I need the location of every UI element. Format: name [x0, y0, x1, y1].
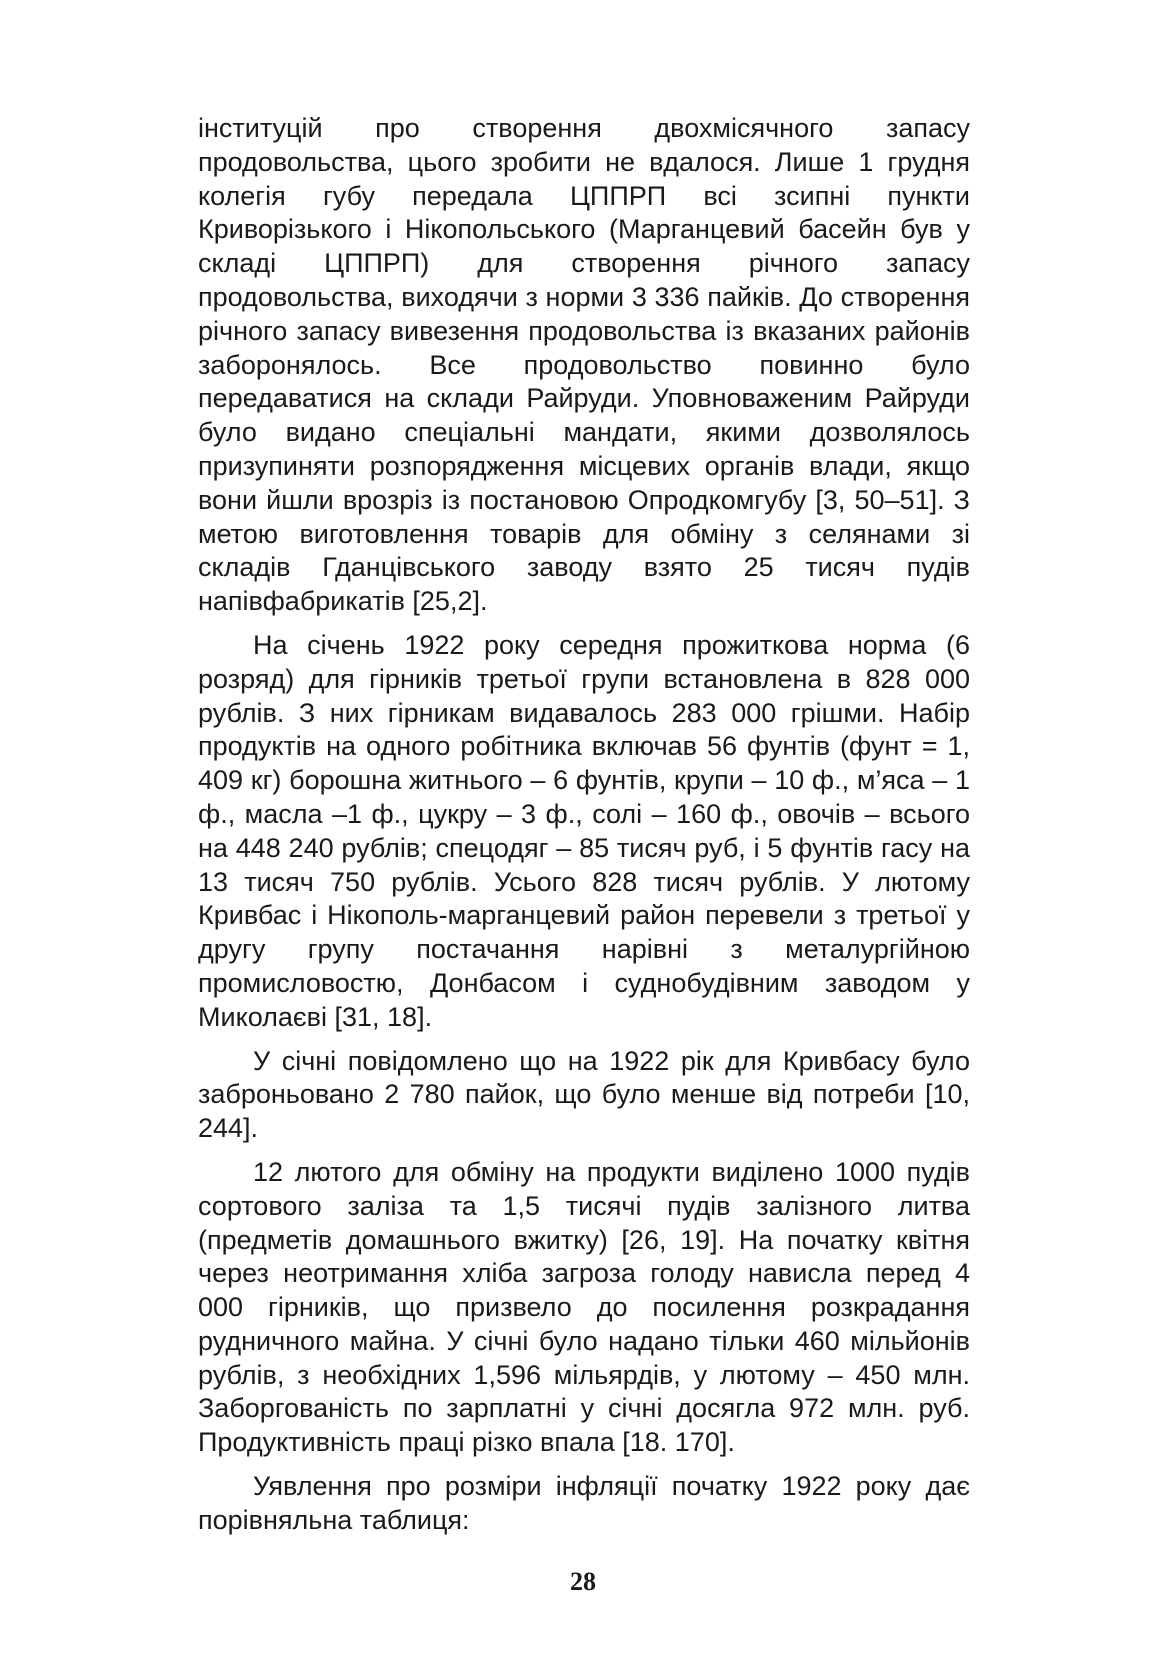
paragraph-5: Уявлення про розміри інфляції початку 1922 року дає порівняльна таблиця: [198, 1471, 970, 1535]
paragraph-1: інституцій про створення двохмісячного запасу продовольства, цього зробити не вдалося. Лише 1 грудня колегія губу передала ЦППРП всі зсипні пункти Криворізького і Нікопольського (Марганцевий басейн був у складі ЦППРП) для створення річного запасу продовольства, виходячи з норми 3 336 пайків. До створення річного запасу вивезення продовольства із вказаних районів заборонялось. Все продовольство повинно було передаватися на склади Райруди. Уповноваженим Райруди було видано спеціальні мандати, якими дозволялось призупиняти розпорядження місцевих органів влади, якщо вони йшли врозріз із постановою Опродкомгубу [3, 50–51]. З метою виготовлення товарів для обміну з селянами зі складів Гданцівського заводу взято 25 тисяч пудів напівфабрикатів [25,2]. [198, 113, 970, 617]
paragraph-3: У січні повідомлено що на 1922 рік для Кривбасу було заброньовано 2 780 пайок, що було менше від потреби [10, 244]. [198, 1045, 970, 1144]
paragraph-2: На січень 1922 року середня прожиткова норма (6 розряд) для гірників третьої групи встановлена в 828 000 рублів. З них гірникам видавалось 283 000 грішми. Набір продуктів на одного робітника включав 56 фунтів (фунт = 1, 409 кг) борошна житнього – 6 фунтів, крупи – 10 ф., м’яса – 1 ф., масла –1 ф., цукру – 3 ф., солі – 160 ф., овочів – всього на 448 240 рублів; спецодяг – 85 тисяч руб, і 5 фунтів гасу на 13 тисяч 750 рублів. Усього 828 тисяч рублів. У лютому Кривбас і Нікополь-марганцевий район перевели з третьої у другу групу постачання нарівні з металургійною промисловостю, Донбасом і суднобудівним заводом у Миколаєві [31, 18]. [198, 629, 970, 1032]
page-number: 28 [570, 1567, 596, 1596]
body-text [198, 112, 970, 1548]
paragraph-4: 12 лютого для обміну на продукти виділено 1000 пудів сортового заліза та 1,5 тисячі пудів залізного литва (предметів домашнього вжитку) [26, 19]. На початку квітня через неотримання хліба загроза голоду нависла перед 4 000 гірників, що призвело до посилення розкрадання рудничного майна. У січні було надано тільки 460 мільйонів рублів, з необхідних 1,596 мільярдів, у лютому – 450 млн. Заборгованість по зарплатні у січні досягла 972 млн. руб. Продуктивність праці різко впала [18. 170]. [198, 1156, 970, 1458]
